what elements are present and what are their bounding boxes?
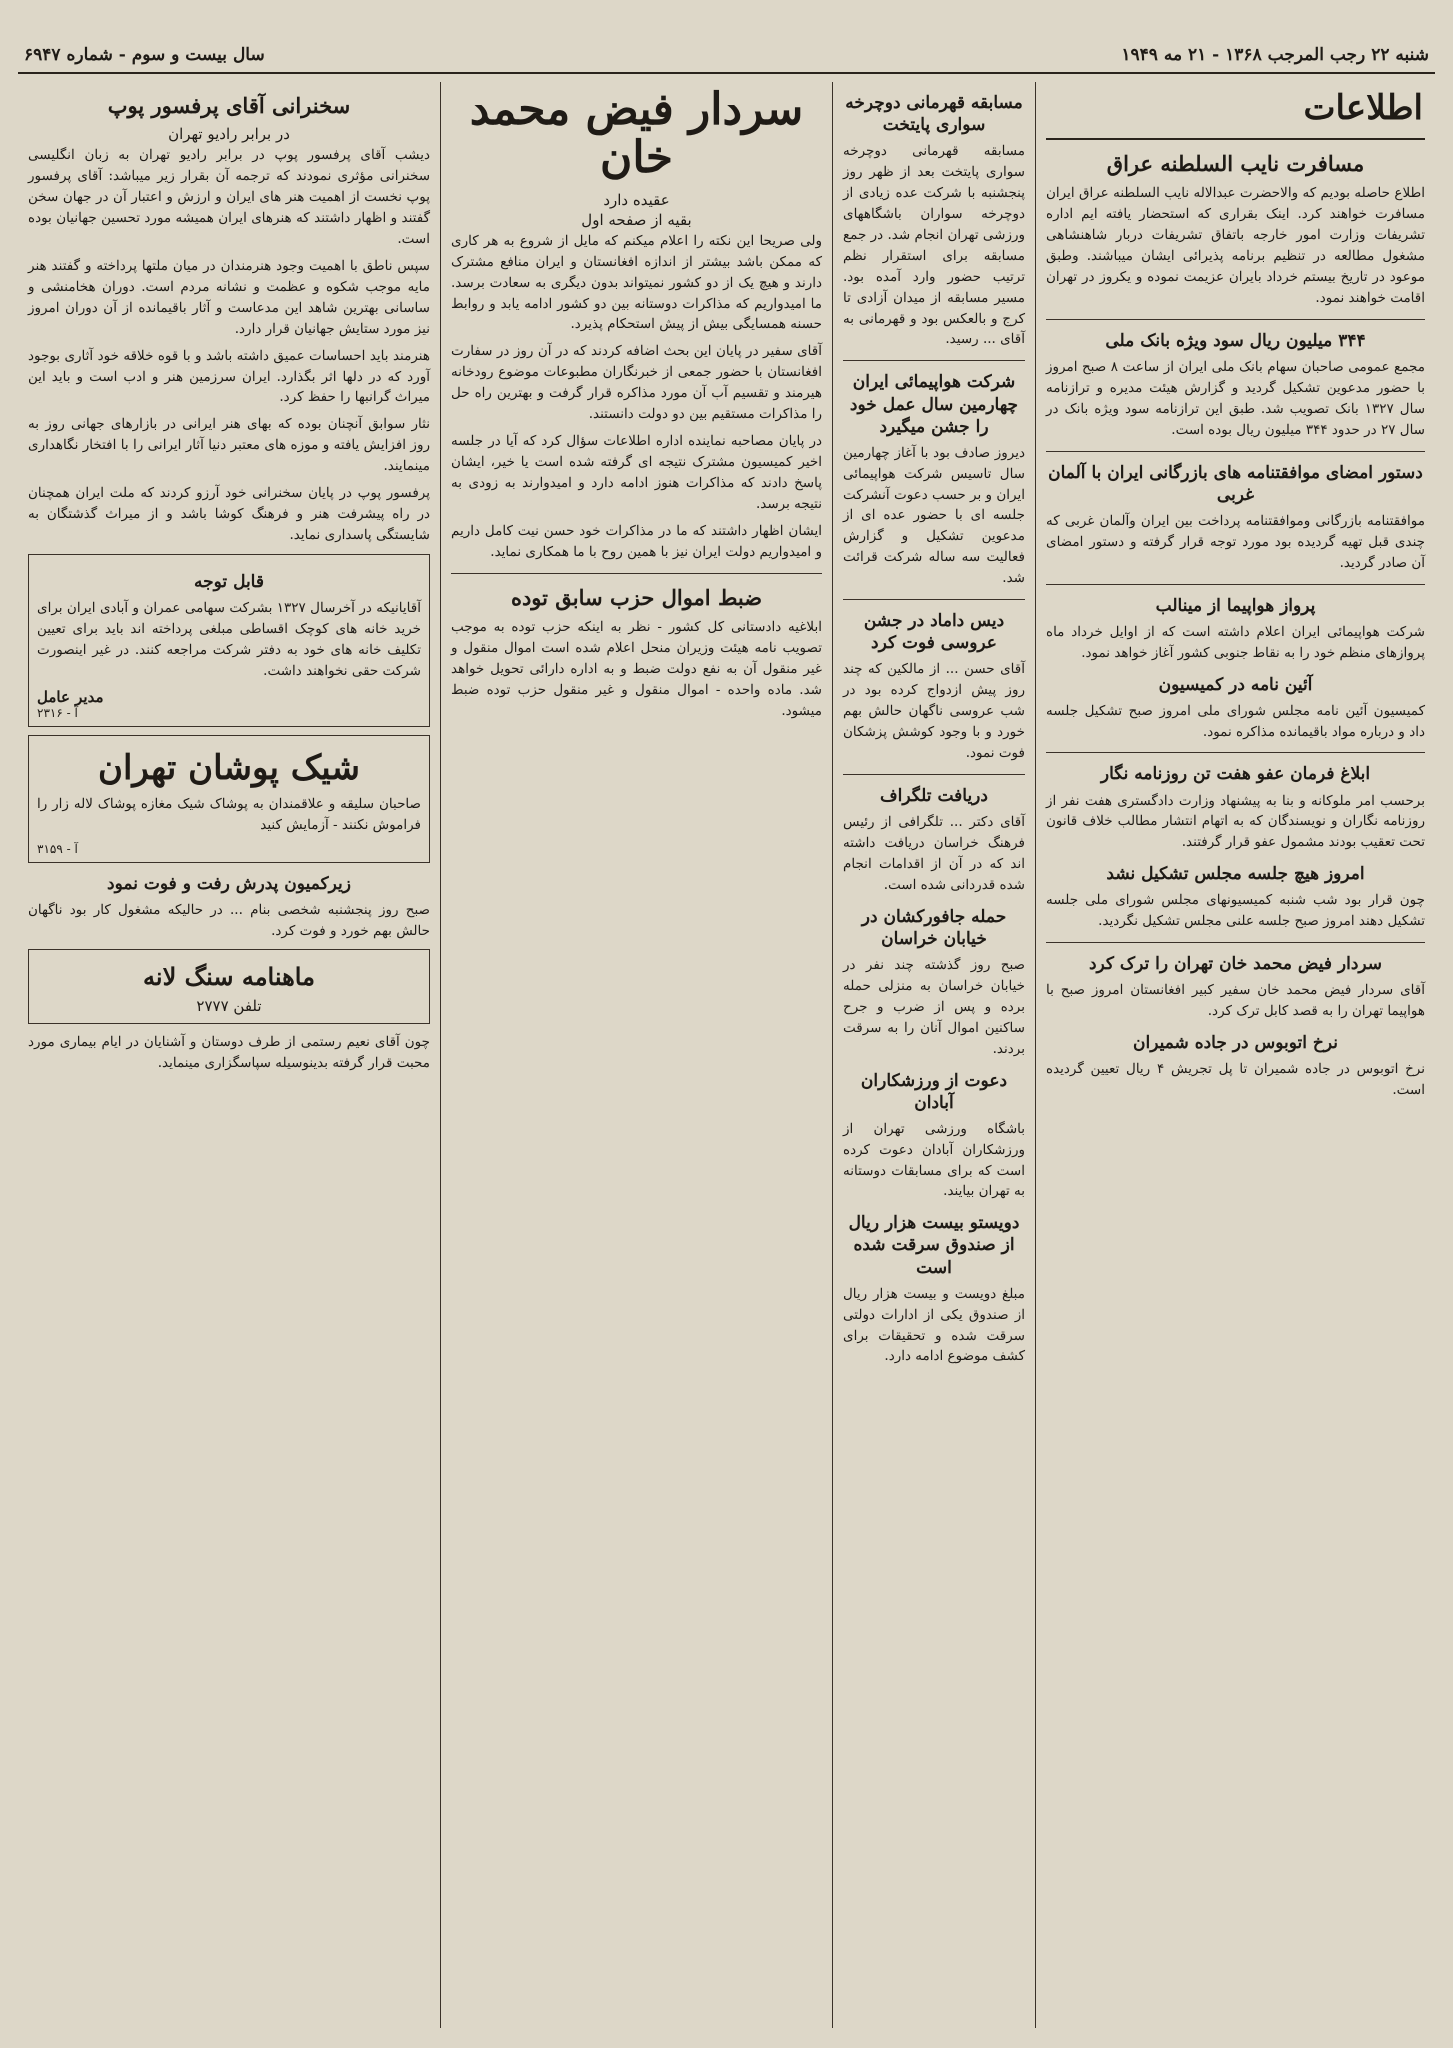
notice-text: آقایانیکه در آخرسال ۱۳۲۷ بشرکت سهامی عمران و آبادی ایران برای خرید خانه های کوچک اقساطی مبلغی پرداخته اند باید برای تعیین تکلیف خانه های خود به دفتر شرکت مراجعه کنند. در غیر اینصورت شرکت حقی نخواهند داشت. bbox=[37, 599, 421, 679]
article-faizkhan: آقای سردار فیض محمد خان سفیر کبیر افغانستان امروز صبح با هواپیما تهران را به قصد کابل ترک کرد. bbox=[1046, 982, 1425, 1020]
headline-faizkhan: سردار فیض محمد خان تهران را ترک کرد bbox=[1088, 954, 1383, 975]
ad-title: شیک پوشان تهران bbox=[97, 747, 360, 788]
headline-notice: قابل توجه bbox=[194, 571, 264, 592]
headline-pardon: ابلاغ فرمان عفو هفت تن روزنامه نگار bbox=[1100, 764, 1371, 785]
article-wedding: آقای حسن ... از مالکین که چند روز پیش ازدواج کرده بود در شب عروسی ناگهان حالش بهم خورد و با وجود کوشش پزشکان فوت نمود. bbox=[843, 661, 1025, 762]
ad-text: صاحبان سلیقه و علاقمندان به پوشاک شیک مغازه پوشاک لاله زار را فراموش نکنند - آزمایش کنید bbox=[37, 795, 421, 833]
ad2-title: ماهنامه سنگ لانه bbox=[143, 962, 315, 992]
masthead: اطلاعات bbox=[1046, 82, 1425, 140]
divider bbox=[1046, 752, 1425, 753]
headline-flights: پرواز هواپیما از مینالب bbox=[1155, 595, 1316, 616]
headline-wedding: دیس داماد در جشن عروسی فوت کرد bbox=[863, 611, 1005, 654]
article-athletes: باشگاه ورزشی تهران از ورزشکاران آبادان دعوت کرده است که برای مسابقات دوستانه به تهران بیایند. bbox=[843, 1120, 1025, 1200]
article-thanks: چون آقای نعیم رستمی از طرف دوستان و آشنایان در ایام بیماری مورد محبت قرار گرفته بدینوسیله سپاسگزاری مینماید. bbox=[28, 1034, 430, 1072]
article-main-1: ولی صریحا این نکته را اعلام میکنم که مایل از شروع به هر کاری که ممکن باشد بیشتر از اندازه افغانستان و ایران منافع مشترک دارند و هیچ یک از دو کشور نمیتواند بدون دیگری به سعادت برسد. ما امیدواریم که مذاکرات دوستانه بین دو کشور ادامه یابد و روابط حسنه همسایگی بیش از پیش استحکام پذیرد. bbox=[451, 232, 822, 333]
headline-athletes: دعوت از ورزشکاران آبادان bbox=[860, 1070, 1008, 1113]
notice-signature: مدیر عامل bbox=[37, 687, 104, 706]
headline-party: ضبط اموال حزب سابق توده bbox=[510, 584, 763, 610]
ad2-box bbox=[28, 949, 430, 1024]
header-date: شنبه ۲۲ رجب المرجب ۱۳۶۸ - ۲۱ مه ۱۹۴۹ bbox=[1121, 45, 1429, 65]
ad-code: آ - ۳۱۵۹ bbox=[37, 841, 78, 856]
article-telegram: آقای دکتر ... تلگرافی از رئیس فرهنگ خراسان دریافت داشته اند که در آن از اقدامات انجام شده قدردانی شده است. bbox=[843, 814, 1025, 893]
headline-death: زیرکمیون پدرش رفت و فوت نمود bbox=[107, 873, 351, 894]
article-speech-2: سپس ناطق با اهمیت وجود هنرمندان در میان ملتها پرداخته و گفتند هنر مایه موجب شکوه و عظمت و نشانه مردم است. دوران هخامنشی و ساسانی بهترین شاهد این مدعاست و آثار باقیمانده از آن دوران امروز نیز مورد ستایش جهانیان قرار دارد. bbox=[28, 257, 430, 337]
article-dividend: مجمع عمومی صاحبان سهام بانک ملی ایران از ساعت ۸ صبح امروز با حضور مدعوین تشکیل گردید و گزارش هیئت مدیره و ترازنامه سال ۱۳۲۷ بانک تصویب شد. طبق این ترازنامه سود ویژه بانک در سال ۲۷ در حدود ۳۴۴ میلیون ریال بوده است. bbox=[1046, 358, 1426, 438]
page-header bbox=[18, 38, 1435, 74]
headline-attack: حمله جافورکشان در خیابان خراسان bbox=[861, 906, 1007, 949]
notice-code: آ - ۲۳۱۶ bbox=[37, 705, 78, 720]
headline-main: سردار فیض محمد خان bbox=[469, 84, 804, 184]
divider bbox=[1046, 942, 1425, 943]
continued-note: بقیه از صفحه اول bbox=[581, 210, 692, 229]
column-right bbox=[1036, 82, 1435, 2028]
headline-trade: دستور امضای موافقتنامه های بازرگانی ایران با آلمان غربی bbox=[1048, 462, 1423, 505]
column-third bbox=[441, 82, 832, 2028]
article-speech-1: دیشب آقای پرفسور پوپ در برابر رادیو تهران به زبان انگلیسی سخنرانی مؤثری نمودند که ترجمه آن بقرار زیر میباشد: آقای پرفسور پوپ نخست از اهمیت هنر های ایران و ارزش و اعتبار آن در جهان سخن گفتند و اظهار داشتند که هنرهای ایران همیشه مورد تحسین جهانیان بوده است. bbox=[28, 147, 430, 247]
notice-box bbox=[28, 554, 430, 727]
subheadline-main: عقیده دارد bbox=[603, 190, 670, 209]
article-death: صبح روز پنجشنبه شخصی بنام ... در حالیکه مشغول کار بود ناگهان حالش بهم خورد و فوت کرد. bbox=[28, 901, 430, 939]
headline-dividend: ۳۴۴ میلیون ریال سود ویژه بانک ملی bbox=[1105, 330, 1366, 351]
divider bbox=[843, 599, 1025, 600]
article-pardon: برحسب امر ملوکانه و بنا به پیشنهاد وزارت دادگستری هفت نفر از روزنامه نگاران و نویسندگان که به اتهام انتشار مطالب خلاف قانون تحت تعقیب بودند مشمول عفو قرار گرفتند. bbox=[1046, 792, 1425, 851]
divider bbox=[1046, 451, 1425, 452]
ad-box bbox=[28, 735, 430, 863]
ad2-phone: تلفن ۲۷۷۷ bbox=[196, 997, 262, 1016]
article-main-4: ایشان اظهار داشتند که ما در مذاکرات خود حسن نیت کامل داریم و امیدواریم دولت ایران نیز با همین روح با ما همکاری نماید. bbox=[451, 522, 822, 560]
article-cycling: مسابقه قهرمانی دوچرخه سواری پایتخت بعد از ظهر روز پنجشنبه با شرکت عده زیادی از دوچرخه سواران باشگاههای ورزشی تهران انجام شد. در جمع مسابقه برای استقرار نظم ترتیب حضور وارد آمده بود. مسیر مسابقه از میدان آزادی تا کرج و بالعکس بود و قهرمانی به آقای ... رسید. bbox=[843, 143, 1025, 348]
column-second bbox=[833, 82, 1035, 2028]
article-speech-3: هنرمند باید احساسات عمیق داشته باشد و با قوه خلاقه خود آثاری بوجود آورد که در دلها اثر بگذارد. ایران سرزمین هنر و ادب است و باید این میراث گرانبها را حفظ کرد. bbox=[28, 347, 430, 406]
article-majlis: چون قرار بود شب شنبه کمیسیونهای مجلس شورای ملی جلسه تشکیل دهند امروز صبح جلسه علنی مجلس تشکیل نگردید. bbox=[1046, 892, 1425, 930]
column-left bbox=[18, 82, 440, 2028]
header-issue: سال بیست و سوم - شماره ۶۹۴۷ bbox=[24, 45, 265, 65]
divider bbox=[843, 360, 1025, 361]
subheadline-speech: در برابر رادیو تهران bbox=[168, 125, 290, 144]
headline-telegram: دریافت تلگراف bbox=[880, 785, 988, 806]
headline-speech: سخنرانی آقای پرفسور پوپ bbox=[107, 93, 351, 118]
article-speech-5: پرفسور پوپ در پایان سخنرانی خود آرزو کردند که ملت ایران همچنان در راه پیشرفت هنر و فرهنگ کوشا باشد و از میراث گذشتگان به شایستگی پاسداری نماید. bbox=[28, 485, 430, 543]
headline-bus: نرخ اتوبوس در جاده شمیران bbox=[1133, 1033, 1338, 1054]
article-regent: اطلاع حاصله بودیم که والاحضرت عبدالاله نایب السلطنه عراق ایران مسافرت خواهند کرد. اینک بقراری که استحضار یافته ایم اداره تشریفات وزارت امور خارجه باتفاق تشریفات دربار شاهنشاهی مشغول مطالعه در تنظیم برنامه پذیرائی ایشان میباشند. وطبق موعود در تاریخ بیستم خرداد بایران عزیمت نموده و یکروز در تهران اقامت خواهند نمود. bbox=[1046, 185, 1425, 306]
article-party: ابلاغیه دادستانی کل کشور - نظر به اینکه حزب توده به موجب تصویب نامه هیئت وزیران منحل اعلام شده است اموال منقول و غیر منقول آن به نفع دولت ضبط و به اداره دارائی تحویل خواهد شد. ماده واحده - اموال منقول و غیر منقول حزب توده ضبط میشود. bbox=[451, 618, 822, 719]
headline-majlis: امروز هیچ جلسه مجلس تشکیل نشد bbox=[1106, 864, 1365, 885]
divider bbox=[1046, 319, 1425, 320]
headline-cycling: مسابقه قهرمانی دوچرخه سواری پایتخت bbox=[845, 93, 1023, 136]
article-attack: صبح روز گذشته چند نفر در خیابان خراسان به منزلی حمله برده و پس از ضرب و جرح ساکنین اموال آنان را به سرقت بردند. bbox=[843, 956, 1025, 1057]
article-flights: شرکت هواپیمائی ایران اعلام داشته است که از اوایل خرداد ماه پروازهای منظم خود را به نقاط جنوبی کشور آغاز خواهد نمود. bbox=[1046, 623, 1425, 661]
headline-airline: شرکت هواپیمائی ایران چهارمین سال عمل خود را جشن میگیرد bbox=[849, 372, 1019, 437]
headline-robbery: دویستو بیست هزار ریال از صندوق سرقت شده است bbox=[848, 1213, 1020, 1278]
divider bbox=[843, 774, 1025, 775]
article-main-3: در پایان مصاحبه نماینده اداره اطلاعات سؤال کرد که آیا در جلسه اخیر کمیسیون مشترک نتیجه ای گرفته شده است یا خیر، ایشان پاسخ دادند که مذاکرات هنوز ادامه دارد و امیدوارند به زودی به نتیجه برسد. bbox=[451, 433, 822, 512]
article-robbery: مبلغ دویست و بیست هزار ریال از صندوق یکی از ادارات دولتی سرقت شده و تحقیقات برای کشف موضوع ادامه دارد. bbox=[843, 1285, 1025, 1365]
article-main-2: آقای سفیر در پایان این بحث اضافه کردند که در آن روز در سفارت افغانستان با حضور جمعی از خبرنگاران مطبوعات موضوع رودخانه هیرمند و تقسیم آب آن مورد مذاکره قرار گرفت و بهترین راه حل را مذاکرات مستقیم بین دو دولت دانستند. bbox=[451, 343, 822, 423]
article-bylaws: کمیسیون آئین نامه مجلس شورای ملی امروز صبح تشکیل جلسه داد و درباره مواد باقیمانده مذاکره نمود. bbox=[1046, 702, 1425, 740]
headline-bylaws: آئین نامه در کمیسیون bbox=[1158, 674, 1313, 695]
article-speech-4: نثار سوابق آنچنان بوده که بهای هنر ایرانی در بازارهای جهانی روز به روز افزایش یافته و موزه های معتبر دنیا آثار ایرانی را با افتخار نگاهداری مینمایند. bbox=[28, 416, 430, 475]
article-bus: نرخ اتوبوس در جاده شمیران تا پل تجریش ۴ ریال تعیین گردیده است. bbox=[1046, 1061, 1426, 1099]
article-trade: موافقتنامه بازرگانی وموافقتنامه پرداخت بین ایران وآلمان غربی که چندی قبل تهیه گردیده بود مورد توجه قرار گرفته و دستور امضای آن صادر گردید. bbox=[1046, 512, 1425, 571]
headline-regent: مسافرت نایب السلطنه عراق bbox=[1106, 151, 1365, 176]
divider bbox=[451, 573, 822, 574]
article-airline: دیروز صادف بود با آغاز چهارمین سال تاسیس شرکت هواپیمائی ایران و بر حسب دعوت آنشرکت جلسه ای با حضور عده ای از مدعوین تشکیل و گزارش فعالیت سه ساله شرکت قرائت شد. bbox=[843, 444, 1025, 587]
divider bbox=[1046, 584, 1425, 585]
